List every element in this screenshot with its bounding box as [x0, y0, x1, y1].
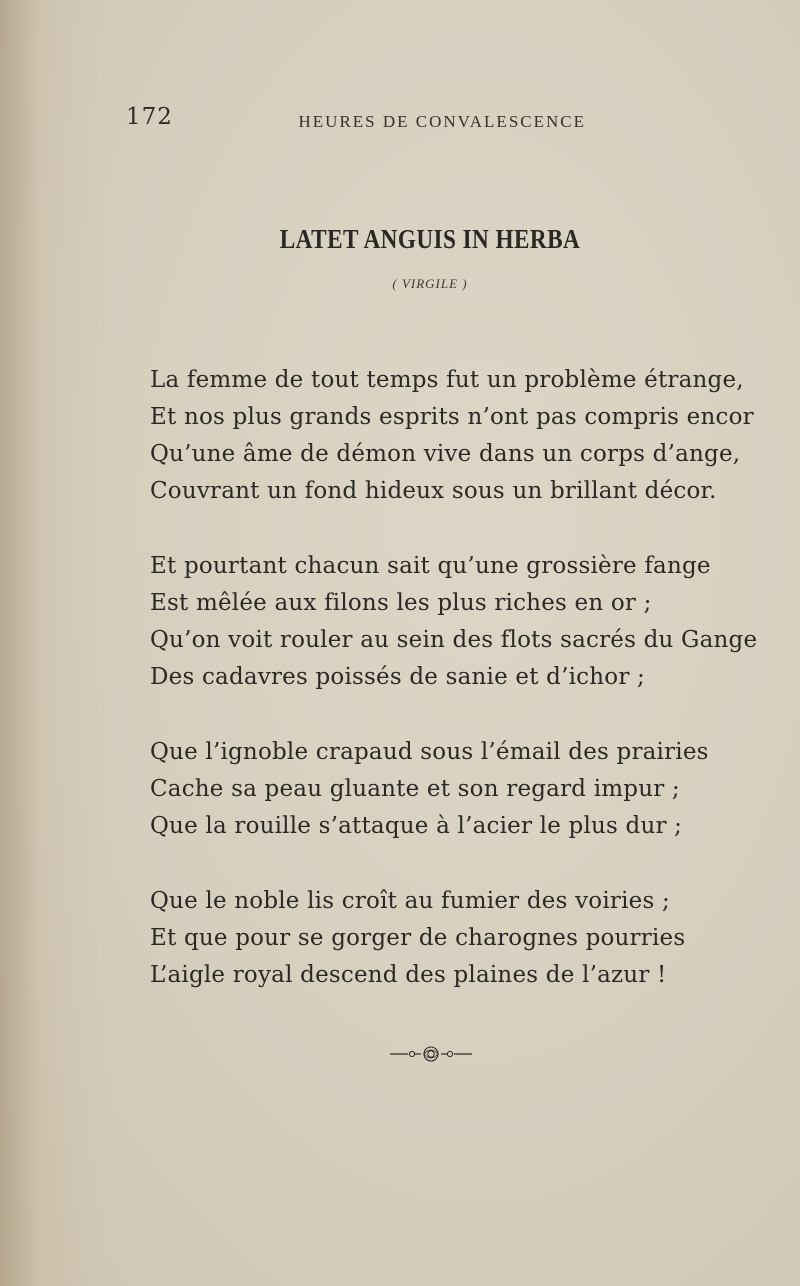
- stanza-4: [150, 883, 750, 994]
- stanza-3: [150, 734, 750, 845]
- verse-line: Et que pour se gorger de charognes pourries: [150, 925, 686, 951]
- verse-line: Qu’une âme de démon vive dans un corps d’ange,: [150, 441, 741, 467]
- stanza-2: [150, 548, 758, 696]
- verse-line: L’aigle royal descend des plaines de l’azur !: [150, 962, 667, 988]
- running-head: [126, 104, 586, 144]
- verse-line: Des cadavres poissés de sanie et d’ichor ;: [150, 664, 645, 690]
- verse-line: Que le noble lis croît au fumier des voiries ;: [150, 888, 670, 914]
- stanza-1: [150, 362, 754, 510]
- verse-line: Couvrant un fond hideux sous un brillant décor.: [150, 478, 717, 504]
- fleuron-tailpiece-icon: [388, 1044, 474, 1064]
- poem-attribution: ( VIRGILE ): [392, 276, 468, 291]
- verse-line: Et pourtant chacun sait qu’une grossière fange: [150, 553, 711, 579]
- verse-line: Que l’ignoble crapaud sous l’émail des prairies: [150, 739, 709, 765]
- verse-line: Qu’on voit rouler au sein des flots sacrés du Gange: [150, 627, 758, 653]
- page-number: 172: [126, 104, 173, 130]
- poem-body: [150, 362, 758, 1032]
- verse-line: Cache sa peau gluante et son regard impur ;: [150, 776, 680, 802]
- verse-line: Et nos plus grands esprits n’ont pas compris encor: [150, 404, 754, 430]
- running-title: HEURES DE CONVALESCENCE: [298, 112, 586, 131]
- verse-line: Est mêlée aux filons les plus riches en or ;: [150, 590, 652, 616]
- verse-line: La femme de tout temps fut un problème étrange,: [150, 367, 744, 393]
- verse-line: Que la rouille s’attaque à l’acier le plus dur ;: [150, 813, 683, 839]
- poem-title: LATET ANGUIS IN HERBA: [279, 224, 581, 254]
